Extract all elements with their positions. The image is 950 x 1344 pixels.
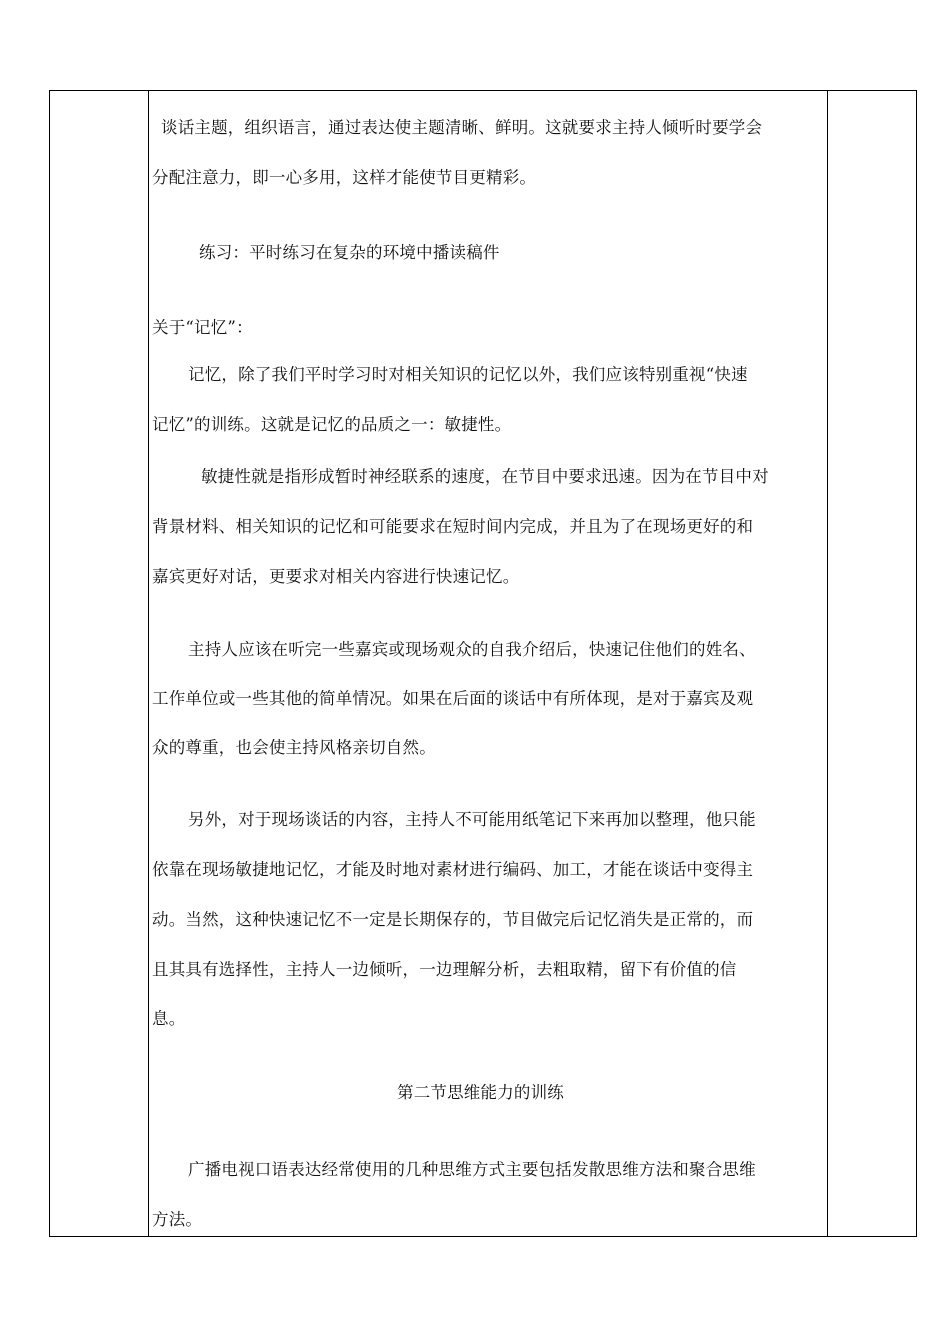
text-line: 练习：平时练习在复杂的环境中播读稿件 — [199, 243, 500, 262]
text-line: 背景材料、相关知识的记忆和可能要求在短时间内完成，并且为了在现场更好的和 — [152, 517, 754, 536]
text-line: 敏捷性就是指形成暂时神经联系的速度，在节目中要求迅速。因为在节目中对 — [201, 467, 769, 486]
text-line: 分配注意力，即一心多用，这样才能使节目更精彩。 — [152, 168, 537, 187]
text-line: 且其具有选择性，主持人一边倾听，一边理解分析，去粗取精，留下有价值的信 — [152, 960, 737, 979]
text-line: 工作单位或一些其他的简单情况。如果在后面的谈话中有所体现，是对于嘉宾及观 — [152, 689, 754, 708]
section-heading: 第二节思维能力的训练 — [397, 1083, 564, 1102]
text-line: 谈话主题，组织语言，通过表达使主题清晰、鲜明。这就要求主持人倾听时要学会 — [161, 118, 763, 137]
text-line: 记忆，除了我们平时学习时对相关知识的记忆以外，我们应该特别重视“快速 — [188, 365, 748, 384]
text-line: 方法。 — [152, 1210, 203, 1229]
text-line: 众的尊重，也会使主持风格亲切自然。 — [152, 738, 436, 757]
text-line: 依靠在现场敏捷地记忆，才能及时地对素材进行编码、加工，才能在谈话中变得主 — [152, 860, 754, 879]
text-line: 嘉宾更好对话，更要求对相关内容进行快速记忆。 — [152, 567, 520, 586]
text-line: 息。 — [152, 1009, 186, 1028]
text-line: 广播电视口语表达经常使用的几种思维方式主要包括发散思维方法和聚合思维 — [188, 1160, 756, 1179]
text-line: 主持人应该在听完一些嘉宾或现场观众的自我介绍后，快速记住他们的姓名、 — [188, 640, 756, 659]
text-line: 记忆”的训练。这就是记忆的品质之一：敏捷性。 — [152, 415, 512, 434]
text-line: 关于“记忆”： — [152, 318, 253, 337]
text-line: 动。当然，这种快速记忆不一定是长期保存的，节目做完后记忆消失是正常的，而 — [152, 910, 754, 929]
text-line: 另外，对于现场谈话的内容，主持人不可能用纸笔记下来再加以整理，他只能 — [188, 810, 756, 829]
